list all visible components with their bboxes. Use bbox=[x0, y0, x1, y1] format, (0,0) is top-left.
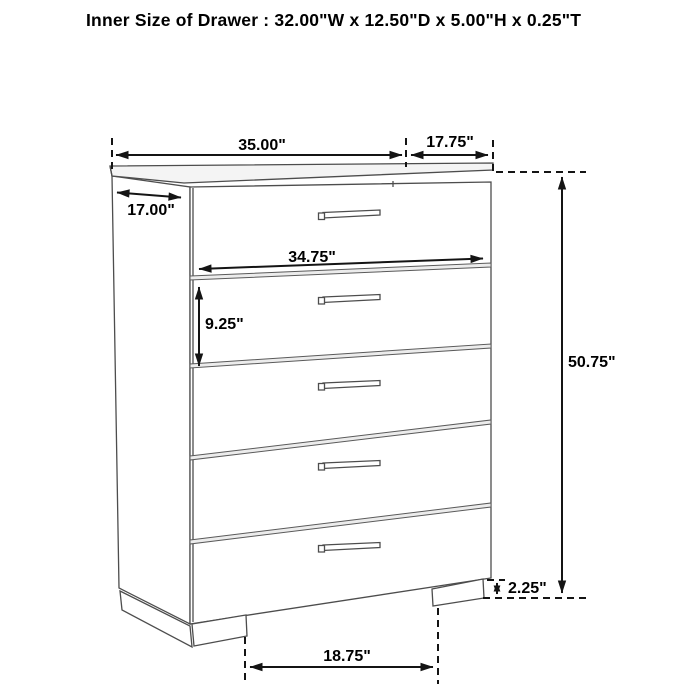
top-panel bbox=[110, 163, 493, 183]
dim-label-overall-height: 50.75" bbox=[568, 354, 616, 371]
dim-label-drawer-height: 9.25" bbox=[205, 316, 244, 333]
dim-label-top-depth: 17.75" bbox=[426, 134, 474, 151]
dim-label-foot-height: 2.25" bbox=[508, 580, 547, 597]
chest-front-face bbox=[190, 182, 491, 624]
side-panel bbox=[112, 176, 190, 624]
dim-label-side-depth: 17.00" bbox=[127, 202, 175, 219]
dim-label-face-width: 34.75" bbox=[288, 249, 336, 266]
page-title: Inner Size of Drawer : 32.00"W x 12.50"D x 5.00"H x 0.25"T bbox=[86, 10, 582, 30]
dim-label-top-width: 35.00" bbox=[238, 137, 286, 154]
dim-label-foot-spacing: 18.75" bbox=[323, 648, 371, 665]
chest-drawing bbox=[110, 163, 493, 647]
